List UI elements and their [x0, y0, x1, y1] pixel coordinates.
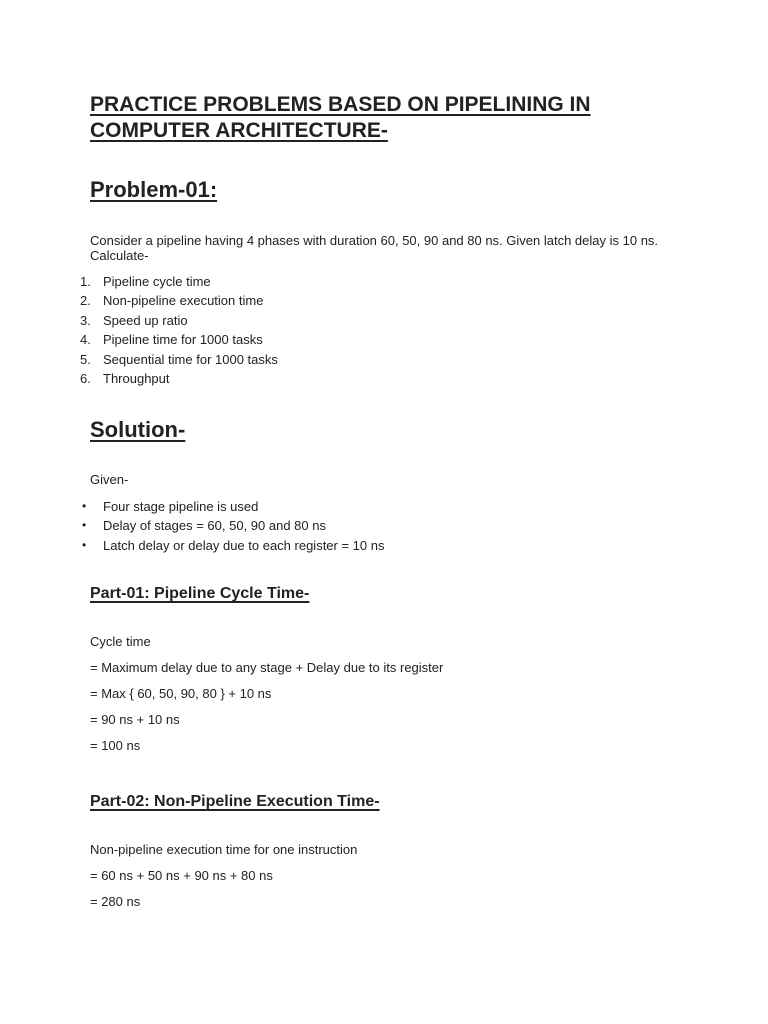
list-item — [80, 350, 278, 369]
list-item — [80, 291, 278, 310]
bullet-icon: • — [82, 537, 87, 552]
part2-heading: Part-02: Non-Pipeline Execution Time- — [90, 793, 380, 810]
problem-task-list — [80, 272, 278, 388]
list-item-text: Four stage pipeline is used — [103, 499, 259, 514]
part2-line: Non-pipeline execution time for one instruction — [90, 842, 358, 857]
list-number: 2. — [80, 293, 91, 309]
list-item-text: Throughput — [103, 370, 170, 386]
part1-line: = Maximum delay due to any stage + Delay due to its register — [90, 660, 444, 675]
list-item-text: Pipeline time for 1000 tasks — [103, 332, 263, 348]
list-item — [80, 536, 385, 555]
document-title: PRACTICE PROBLEMS BASED ON PIPELINING IN COMPUTER ARCHITECTURE- — [90, 93, 591, 142]
solution-heading: Solution- — [90, 417, 186, 442]
part1-line: Cycle time — [90, 634, 151, 649]
part1-line: = 90 ns + 10 ns — [90, 712, 180, 727]
problem-statement: Consider a pipeline having 4 phases with duration 60, 50, 90 and 80 ns. Given latch delay is 10 ns. Calculate- — [90, 233, 659, 263]
given-label: Given- — [90, 472, 129, 487]
problem-heading: Problem-01: — [90, 177, 218, 202]
part1-line: = 100 ns — [90, 738, 141, 753]
part1-line: = Max { 60, 50, 90, 80 } + 10 ns — [90, 686, 272, 701]
list-item-text: Non-pipeline execution time — [103, 293, 264, 309]
bullet-icon: • — [82, 518, 87, 533]
list-item-text: Sequential time for 1000 tasks — [103, 351, 278, 367]
list-item — [80, 497, 385, 516]
list-item — [80, 272, 278, 291]
list-number: 5. — [80, 351, 91, 367]
part1-heading: Part-01: Pipeline Cycle Time- — [90, 585, 310, 602]
list-item-text: Speed up ratio — [103, 312, 188, 328]
list-number: 1. — [80, 274, 91, 289]
list-item-text: Latch delay or delay due to each register = 10 ns — [103, 537, 385, 553]
bullet-icon: • — [82, 499, 87, 513]
list-item-text: Pipeline cycle time — [103, 274, 211, 289]
given-list — [80, 497, 385, 555]
list-item — [80, 311, 278, 330]
list-item — [80, 516, 385, 535]
list-item — [80, 369, 278, 388]
list-item — [80, 330, 278, 349]
part2-line: = 280 ns — [90, 894, 141, 909]
part2-line: = 60 ns + 50 ns + 90 ns + 80 ns — [90, 868, 273, 883]
list-item-text: Delay of stages = 60, 50, 90 and 80 ns — [103, 518, 326, 534]
list-number: 6. — [80, 370, 91, 386]
list-number: 3. — [80, 312, 91, 328]
list-number: 4. — [80, 332, 91, 348]
